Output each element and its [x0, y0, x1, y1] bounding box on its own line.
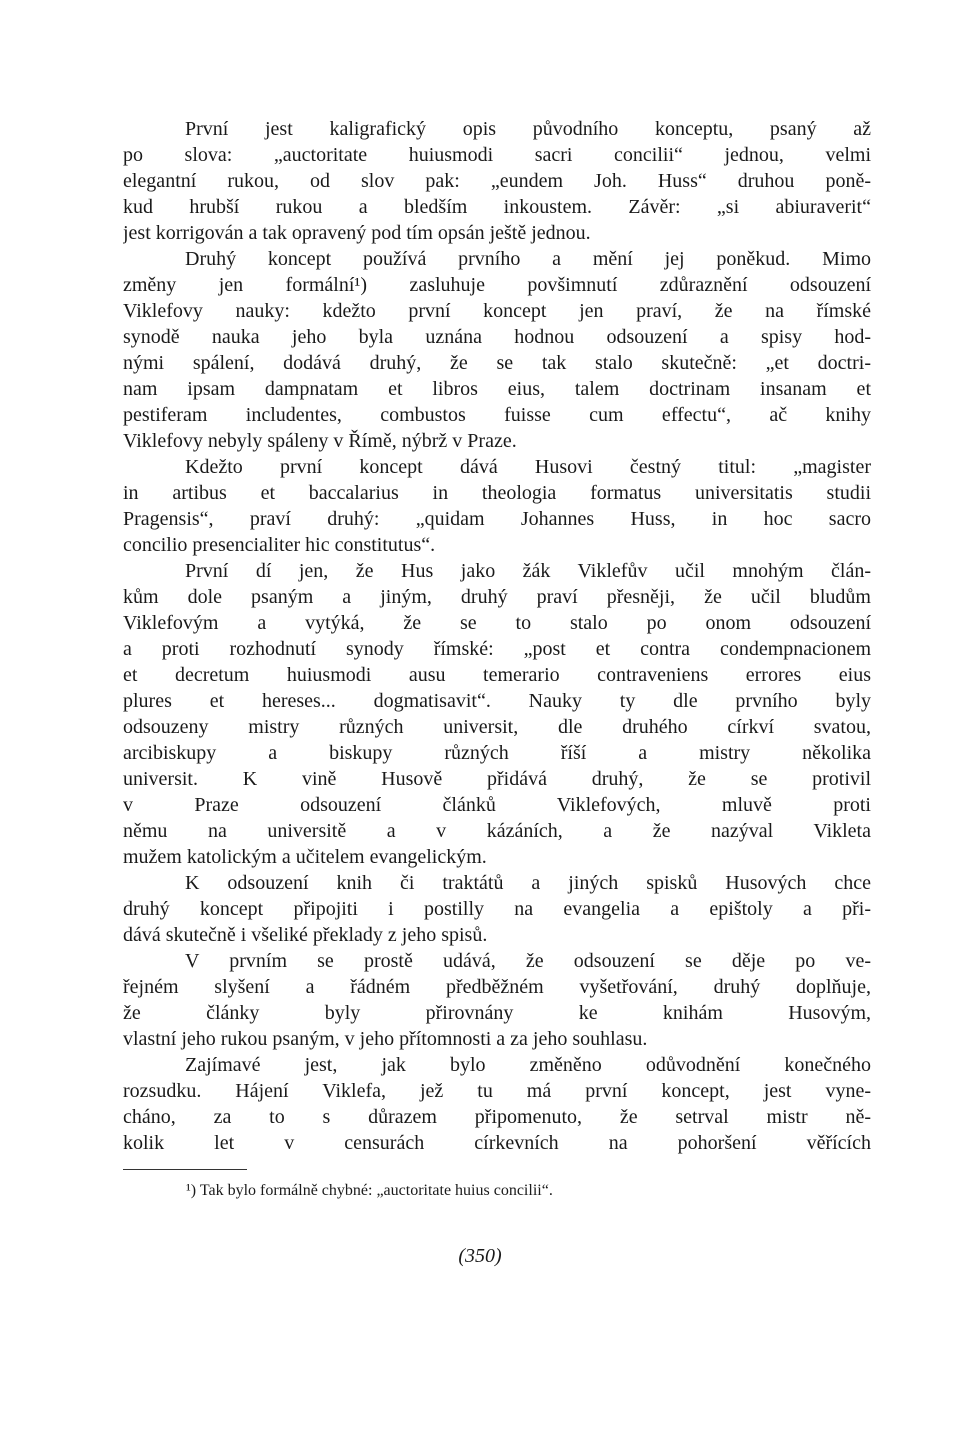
- text-line: synodě nauka jeho byla uznána hodnou odsouzení a spisy hod-: [123, 326, 871, 348]
- text-line: v Praze odsouzení článků Viklefových, mluvě proti: [123, 794, 871, 816]
- text-line: kům dole psaným a jiným, druhý praví přesněji, že učil bludům: [123, 586, 871, 608]
- text-line: že články byly přirovnány ke knihám Husovým,: [123, 1002, 871, 1024]
- body-text: [123, 116, 871, 1156]
- text-line: in artibus et baccalarius in theologia formatus universitatis studii: [123, 482, 871, 504]
- text-line: druhý koncept připojiti i postilly na evangelia a epištoly a při-: [123, 898, 871, 920]
- text-line: Pragensis“, praví druhý: „quidam Johannes Huss, in hoc sacro: [123, 508, 871, 530]
- text-line: nam ipsam dampnatam et libros eius, talem doctrinam insanam et: [123, 378, 871, 400]
- footnote: ¹) Tak bylo formálně chybné: „auctoritate huius concilii“.: [186, 1182, 553, 1199]
- text-line: Kdežto první koncept dává Husovi čestný titul: „magister: [185, 456, 871, 478]
- text-line: mužem katolickým a učitelem evangelickým.: [123, 846, 487, 868]
- text-line: plures et hereses... dogmatisavit“. Nauky ty dle prvního byly: [123, 690, 871, 712]
- text-line: dává skutečně i všeliké překlady z jeho spisů.: [123, 924, 488, 946]
- text-line: po slova: „auctoritate huiusmodi sacri concilii“ jednou, velmi: [123, 144, 871, 166]
- text-line: K odsouzení knih či traktátů a jiných spisků Husových chce: [185, 872, 871, 894]
- text-line: Druhý koncept používá prvního a mění jej poněkud. Mimo: [185, 248, 871, 270]
- text-line: První dí jen, že Hus jako žák Viklefův učil mnohým člán-: [185, 560, 871, 582]
- text-line: Viklefovy nauky: kdežto první koncept jen praví, že na římské: [123, 300, 871, 322]
- footnote-divider: [123, 1169, 247, 1170]
- text-line: a proti rozhodnutí synody římské: „post et contra condempnacionem: [123, 638, 871, 660]
- text-line: odsouzeny mistry různých universit, dle druhého církví svatou,: [123, 716, 871, 738]
- text-line: V prvním se prostě udává, že odsouzení se děje po ve-: [185, 950, 871, 972]
- text-line: řejném slyšení a řádném předběžném vyšetřování, druhý doplňuje,: [123, 976, 871, 998]
- text-line: Viklefovy nebyly spáleny v Římě, nýbrž v Praze.: [123, 430, 517, 452]
- text-line: et decretum huiusmodi ausu temerario contraveniens errores eius: [123, 664, 871, 686]
- text-line: cháno, za to s důrazem připomenuto, že setrval mistr ně-: [123, 1106, 871, 1128]
- text-line: universit. K vině Husově přidává druhý, že se protivil: [123, 768, 871, 790]
- text-line: vlastní jeho rukou psaným, v jeho přítomnosti a za jeho souhlasu.: [123, 1028, 648, 1050]
- text-line: pestiferam includentes, combustos fuisse cum effectu“, ač knihy: [123, 404, 871, 426]
- text-line: Zajímavé jest, jak bylo změněno odůvodnění konečného: [185, 1054, 871, 1076]
- text-line: nými spálení, dodává druhý, že se tak stalo skutečně: „et doctri-: [123, 352, 871, 374]
- text-line: němu na universitě a v kázáních, a že nazýval Vikleta: [123, 820, 871, 842]
- text-line: kud hrubší rukou a bledším inkoustem. Závěr: „si abiuraverit“: [123, 196, 871, 218]
- text-line: concilio presencialiter hic constitutus“.: [123, 534, 436, 556]
- text-line: elegantní rukou, od slov pak: „eundem Joh. Huss“ druhou poně-: [123, 170, 871, 192]
- text-line: změny jen formální¹) zasluhuje povšimnutí zdůraznění odsouzení: [123, 274, 871, 296]
- text-line: arcibiskupy a biskupy různých říší a mistry několika: [123, 742, 871, 764]
- page-number: (350): [458, 1245, 502, 1267]
- text-line: kolik let v censurách církevních na pohoršení věřících: [123, 1132, 871, 1154]
- text-line: Viklefovým a vytýká, že se to stalo po onom odsouzení: [123, 612, 871, 634]
- text-line: rozsudku. Hájení Viklefa, jež tu má první koncept, jest vyne-: [123, 1080, 871, 1102]
- text-line: První jest kaligrafický opis původního konceptu, psaný až: [185, 118, 871, 140]
- text-line: jest korrigován a tak opravený pod tím opsán ještě jednou.: [123, 222, 591, 244]
